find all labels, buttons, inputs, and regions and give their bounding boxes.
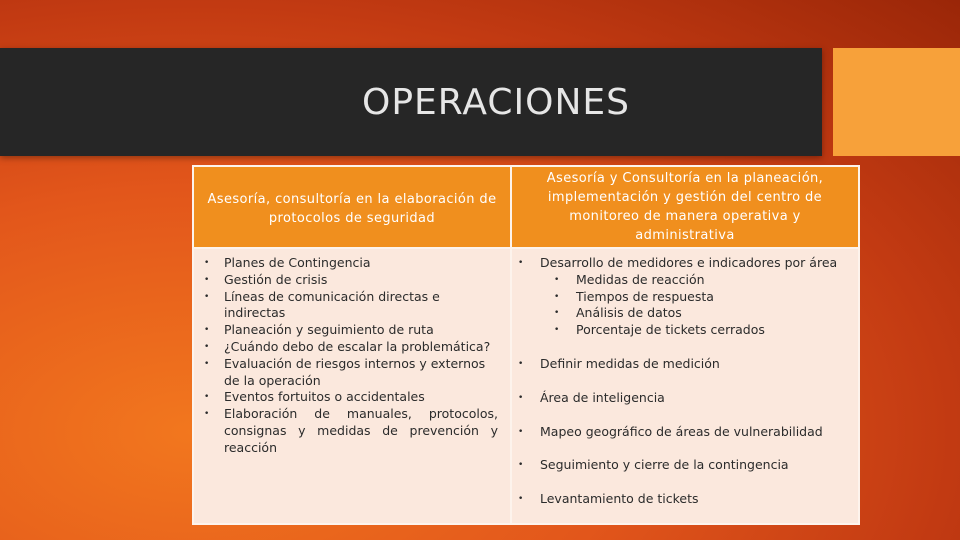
list-item: • Elaboración de manuales, protocolos, consignas y medidas de prevención y reacción bbox=[204, 406, 498, 455]
accent-box bbox=[833, 48, 960, 156]
list-item: • ¿Cuándo debo de escalar la problemática? bbox=[204, 338, 491, 354]
sub-list-item: • Porcentaje de tickets cerrados bbox=[554, 322, 765, 338]
sub-item-list bbox=[540, 272, 848, 339]
sub-list-item: • Análisis de datos bbox=[554, 305, 682, 321]
bullet-icon: • bbox=[518, 494, 524, 505]
bullet-icon: • bbox=[518, 426, 524, 437]
sub-list-item: • Tiempos de respuesta bbox=[554, 288, 714, 304]
bullet-icon: • bbox=[554, 325, 560, 336]
list-item: • Desarrollo de medidores e indicadores por área • Medidas de reacción • Tiempos de respuesta • Análisis de datos • Porcentaje de tickets cerrados bbox=[518, 255, 848, 339]
bullet-icon: • bbox=[554, 291, 560, 302]
bullet-icon: • bbox=[518, 358, 524, 369]
list-item: • Evaluación de riesgos internos y externos de la operación bbox=[204, 355, 486, 388]
content-table bbox=[192, 165, 860, 525]
title-bar bbox=[0, 48, 822, 156]
bullet-icon: • bbox=[204, 274, 210, 285]
bullet-icon: • bbox=[204, 409, 210, 420]
list-item: • Líneas de comunicación directas e indirectas bbox=[204, 288, 440, 321]
list-item: • Planes de Contingencia bbox=[204, 255, 371, 270]
bullet-icon: • bbox=[554, 274, 560, 285]
right-item-list bbox=[512, 249, 858, 508]
sub-list-item: • Medidas de reacción bbox=[554, 271, 705, 287]
list-item: • Planeación y seguimiento de ruta bbox=[204, 322, 434, 338]
left-item-list bbox=[194, 249, 510, 457]
bullet-icon: • bbox=[204, 291, 210, 302]
bullet-icon: • bbox=[204, 325, 210, 336]
list-item: • Eventos fortuitos o accidentales bbox=[204, 389, 425, 405]
bullet-icon: • bbox=[204, 358, 210, 369]
right-column bbox=[512, 167, 858, 523]
slide-title: OPERACIONES bbox=[362, 81, 630, 123]
bullet-icon: • bbox=[518, 460, 524, 471]
list-item: • Seguimiento y cierre de la contingencia bbox=[518, 457, 789, 473]
left-column bbox=[194, 167, 512, 523]
list-item: • Gestión de crisis bbox=[204, 271, 328, 287]
list-item: • Área de inteligencia bbox=[518, 389, 665, 405]
bullet-icon: • bbox=[204, 341, 210, 352]
list-item: • Levantamiento de tickets bbox=[518, 491, 699, 507]
list-item: • Definir medidas de medición bbox=[518, 355, 720, 371]
bullet-icon: • bbox=[518, 392, 524, 403]
bullet-icon: • bbox=[204, 392, 210, 403]
left-column-header: Asesoría, consultoría en la elaboración de protocolos de seguridad bbox=[194, 167, 510, 249]
bullet-icon: • bbox=[204, 258, 210, 268]
bullet-icon: • bbox=[554, 308, 560, 319]
right-column-header: Asesoría y Consultoría en la planeación, implementación y gestión del centro de monitoreo de manera operativa y administrativa bbox=[512, 167, 858, 249]
list-item: • Mapeo geográfico de áreas de vulnerabilidad bbox=[518, 423, 823, 439]
bullet-icon: • bbox=[518, 258, 524, 268]
